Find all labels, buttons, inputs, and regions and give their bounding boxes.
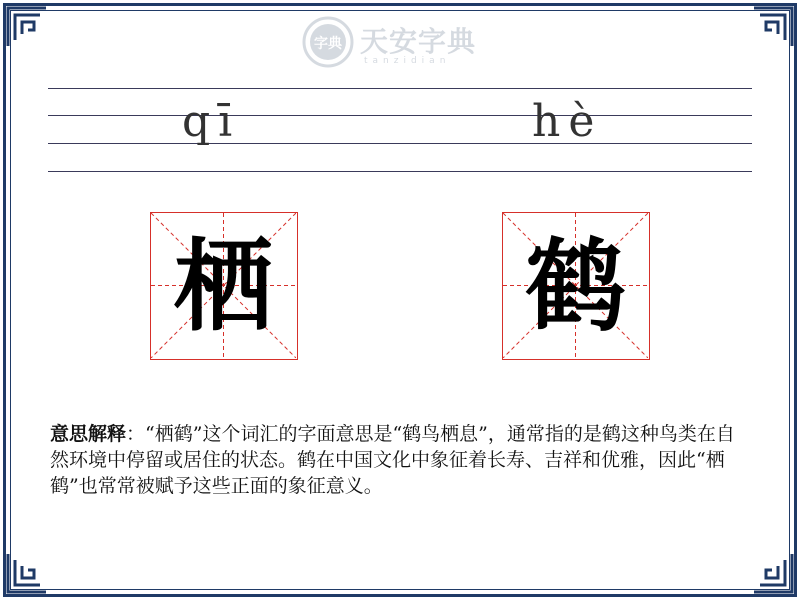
corner-ornament-bottom-left xyxy=(6,552,48,594)
corner-ornament-bottom-right xyxy=(752,552,794,594)
character-1: 栖 xyxy=(173,226,274,345)
character-grid-1 xyxy=(150,212,298,360)
logo-mark-text: 字典 xyxy=(314,36,342,52)
site-logo xyxy=(302,14,502,70)
pinyin-2: hè xyxy=(532,96,603,147)
meaning-paragraph xyxy=(50,421,750,499)
character-2: 鹤 xyxy=(525,226,626,345)
pinyin-1: qī xyxy=(182,96,241,147)
meaning-label: 意思解释 xyxy=(50,423,127,445)
meaning-text: ：“栖鹤”这个词汇的字面意思是“鹤鸟栖息”，通常指的是鹤这种鸟类在自然环境中停留或居住的状态。鹤在中国文化中象征着长寿、吉祥和优雅，因此“栖鹤”也常常被赋予这些正面的象征意义。 xyxy=(50,423,735,497)
staff-line xyxy=(48,88,752,89)
character-grid-2 xyxy=(502,212,650,360)
logo-name: 天安字典 xyxy=(360,25,477,58)
staff-line xyxy=(48,115,752,116)
corner-ornament-top-left xyxy=(6,6,48,48)
staff-line xyxy=(48,171,752,172)
logo-subtitle: tanzidian xyxy=(364,56,451,66)
staff-line xyxy=(48,143,752,144)
logo-seal-icon xyxy=(302,16,354,68)
corner-ornament-top-right xyxy=(752,6,794,48)
pinyin-staff xyxy=(48,88,752,173)
